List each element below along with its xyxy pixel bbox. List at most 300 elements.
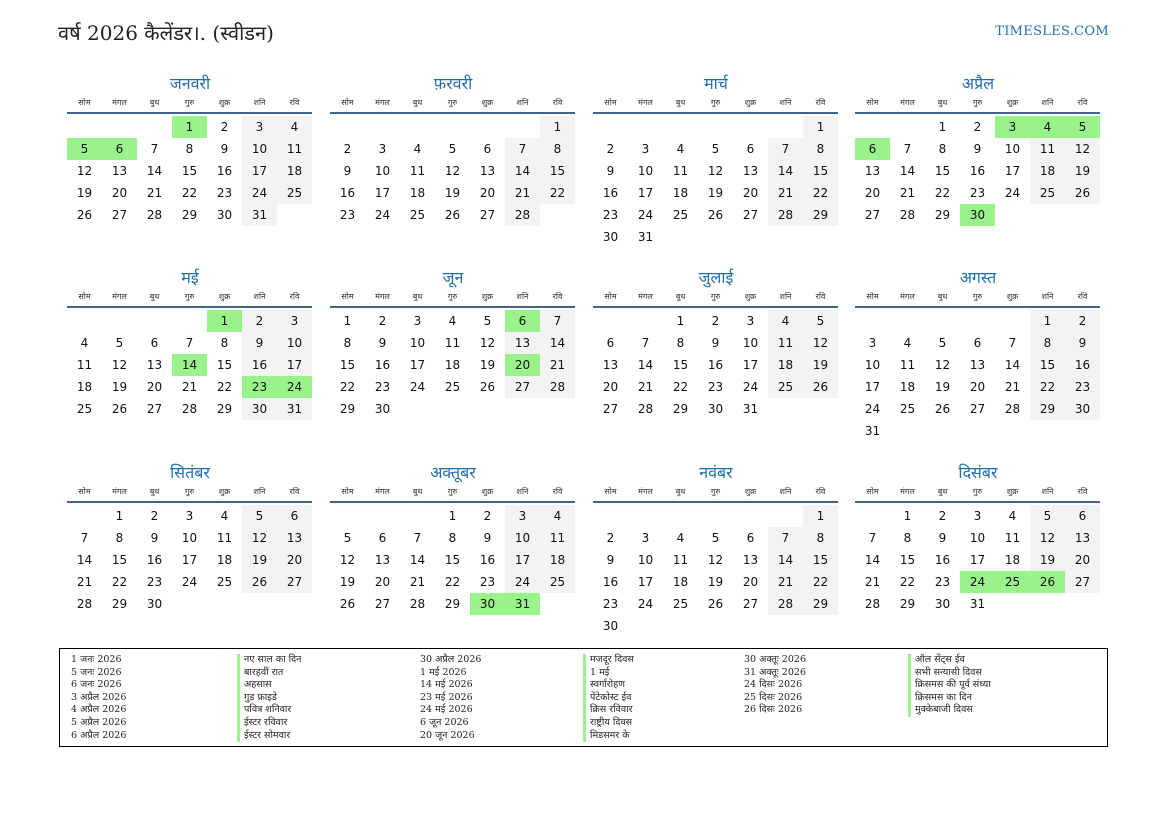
month-name: जनवरी	[169, 74, 211, 93]
weekday-label: मंगल	[375, 487, 390, 496]
empty-cell	[663, 116, 698, 138]
month-name: मई	[181, 268, 199, 287]
day-cell: 2	[242, 310, 277, 332]
weekday-label: बुध	[675, 292, 686, 301]
month-name: जून	[442, 268, 464, 287]
day-cell: 27	[864, 208, 881, 222]
weekday-label: मंगल	[112, 292, 127, 301]
day-cell: 29	[339, 402, 356, 416]
weekday-label: रवि	[1077, 292, 1088, 301]
day-cell: 5	[115, 336, 124, 350]
day-cell: 28	[768, 204, 803, 226]
day-cell: 13	[374, 553, 391, 567]
day-cell: 17	[277, 354, 312, 376]
legend-holiday-name: राष्ट्रीय दिवस	[583, 717, 634, 730]
day-cell: 20	[146, 380, 163, 394]
day-cell: 4	[903, 336, 912, 350]
day-cell: 25	[76, 402, 93, 416]
day-cell: 25	[768, 376, 803, 398]
day-cell: 17	[409, 358, 426, 372]
weekday-label: शुक्र	[481, 98, 494, 107]
legend-date: 30 अप्रैल 2026	[420, 654, 482, 665]
weekday-label: मंगल	[375, 98, 390, 107]
day-cell: 17	[864, 380, 881, 394]
day-cell: 10	[969, 531, 986, 545]
day-cell: 25	[672, 597, 689, 611]
empty-cell	[365, 116, 400, 138]
empty-cell	[628, 505, 663, 527]
day-cell: 10	[864, 358, 881, 372]
weekday-label: सोम	[604, 487, 617, 496]
day-cell: 17	[242, 160, 277, 182]
day-cell: 6	[277, 505, 312, 527]
legend-date: 24 दिसः 2026	[744, 679, 803, 691]
day-cell: 7	[903, 142, 912, 156]
day-cell: 12	[242, 527, 277, 549]
day-cell: 13	[1065, 527, 1100, 549]
day-cell: 25	[1030, 182, 1065, 204]
day-cell: 24	[181, 575, 198, 589]
month-calendar	[593, 266, 839, 420]
day-cell: 15	[803, 549, 838, 571]
day-cell: 18	[444, 358, 461, 372]
weekday-label: गुरु	[710, 98, 721, 107]
day-cell: 11	[444, 336, 461, 350]
day-cell: 27	[602, 402, 619, 416]
header-rule	[330, 306, 575, 308]
weekday-label: गुरु	[184, 98, 195, 107]
legend-holiday-name: ईस्टर रविवार	[237, 717, 301, 730]
empty-cell	[960, 310, 995, 332]
days-grid	[67, 116, 313, 226]
empty-cell	[137, 116, 172, 138]
weekday-label: सोम	[604, 98, 617, 107]
month-calendar	[330, 72, 576, 226]
weekday-label: शुक्र	[744, 487, 757, 496]
day-cell: 10	[374, 164, 391, 178]
day-cell: 8	[903, 531, 912, 545]
day-cell: 26	[803, 376, 838, 398]
day-cell: 27	[111, 208, 128, 222]
holiday-day-cell: 26	[1030, 571, 1065, 593]
day-cell: 17	[637, 186, 654, 200]
day-cell: 1	[1030, 310, 1065, 332]
weekday-label: शनि	[516, 487, 529, 496]
day-cell: 30	[602, 619, 619, 633]
day-cell: 22	[803, 571, 838, 593]
holiday-day-cell: 5	[67, 138, 102, 160]
day-cell: 9	[343, 164, 352, 178]
day-cell: 13	[146, 358, 163, 372]
day-cell: 19	[1065, 160, 1100, 182]
day-cell: 19	[934, 380, 951, 394]
legend-names	[237, 654, 301, 742]
weekday-label: शुक्र	[1006, 98, 1019, 107]
day-cell: 23	[707, 380, 724, 394]
day-cell: 24	[742, 380, 759, 394]
day-cell: 29	[803, 593, 838, 615]
empty-cell	[470, 116, 505, 138]
day-cell: 21	[637, 380, 654, 394]
day-cell: 20	[602, 380, 619, 394]
day-cell: 24	[242, 182, 277, 204]
holiday-day-cell: 25	[995, 571, 1030, 593]
day-cell: 30	[602, 230, 619, 244]
day-cell: 6	[746, 142, 755, 156]
holiday-day-cell: 24	[960, 571, 995, 593]
legend-holiday-name: अहसास	[237, 679, 301, 692]
day-cell: 11	[409, 164, 426, 178]
day-cell: 28	[146, 208, 163, 222]
day-cell: 29	[934, 208, 951, 222]
day-cell: 2	[711, 314, 720, 328]
legend-dates	[71, 654, 126, 742]
day-cell: 12	[111, 358, 128, 372]
day-cell: 15	[111, 553, 128, 567]
weekday-label: शुक्र	[744, 292, 757, 301]
weekday-label: रवि	[815, 98, 826, 107]
weekday-header	[593, 96, 839, 110]
day-cell: 7	[185, 336, 194, 350]
empty-cell	[628, 116, 663, 138]
day-cell: 14	[505, 160, 540, 182]
legend-date: 14 मई 2026	[420, 679, 473, 691]
day-cell: 2	[150, 509, 159, 523]
day-cell: 11	[540, 527, 575, 549]
day-cell: 14	[768, 549, 803, 571]
day-cell: 10	[409, 336, 426, 350]
empty-cell	[365, 505, 400, 527]
weekday-header	[67, 96, 313, 110]
empty-cell	[67, 116, 102, 138]
days-grid	[855, 310, 1101, 442]
day-cell: 25	[409, 208, 426, 222]
day-cell: 17	[374, 186, 391, 200]
legend-holiday-name: क्रिसमस की पूर्व संध्या	[908, 679, 991, 692]
empty-cell	[435, 116, 470, 138]
header-rule	[855, 306, 1100, 308]
holiday-day-cell: 6	[855, 138, 890, 160]
day-cell: 3	[868, 336, 877, 350]
day-cell: 7	[768, 527, 803, 549]
day-cell: 8	[448, 531, 457, 545]
day-cell: 13	[277, 527, 312, 549]
legend-holiday-name: बारहवीं रात	[237, 667, 301, 680]
day-cell: 8	[803, 138, 838, 160]
days-grid	[330, 310, 576, 420]
day-cell: 14	[540, 332, 575, 354]
day-cell: 19	[803, 354, 838, 376]
day-cell: 12	[339, 553, 356, 567]
day-cell: 26	[934, 402, 951, 416]
day-cell: 9	[973, 142, 982, 156]
day-cell: 8	[540, 138, 575, 160]
legend-date: 3 अप्रैल 2026	[71, 691, 127, 703]
empty-cell	[172, 310, 207, 332]
legend-date: 4 अप्रैल 2026	[71, 704, 127, 716]
calendar-grid	[67, 72, 1102, 642]
day-cell: 10	[242, 138, 277, 160]
day-cell: 1	[676, 314, 685, 328]
day-cell: 20	[864, 186, 881, 200]
weekday-header	[593, 485, 839, 499]
day-cell: 25	[540, 571, 575, 593]
day-cell: 2	[1065, 310, 1100, 332]
day-cell: 19	[111, 380, 128, 394]
day-cell: 22	[803, 182, 838, 204]
legend-date: 30 अक्तूः 2026	[744, 654, 806, 665]
weekday-label: मंगल	[638, 292, 653, 301]
day-cell: 26	[444, 208, 461, 222]
weekday-label: मंगल	[638, 487, 653, 496]
site-link[interactable]: TIMESLES.COM	[995, 24, 1109, 39]
weekday-label: शनि	[779, 98, 792, 107]
day-cell: 11	[277, 138, 312, 160]
day-cell: 27	[742, 597, 759, 611]
weekday-header	[855, 96, 1101, 110]
weekday-label: बुध	[675, 98, 686, 107]
day-cell: 3	[973, 509, 982, 523]
day-cell: 19	[707, 575, 724, 589]
day-cell: 18	[899, 380, 916, 394]
days-grid	[855, 505, 1101, 615]
day-cell: 20	[111, 186, 128, 200]
day-cell: 8	[676, 336, 685, 350]
day-cell: 11	[1030, 138, 1065, 160]
weekday-label: शुक्र	[218, 292, 231, 301]
day-cell: 29	[181, 208, 198, 222]
day-cell: 7	[768, 138, 803, 160]
day-cell: 28	[899, 208, 916, 222]
day-cell: 25	[444, 380, 461, 394]
day-cell: 5	[938, 336, 947, 350]
weekday-label: बुध	[675, 487, 686, 496]
legend-holiday-name: ईस्टर सोमवार	[237, 730, 301, 743]
day-cell: 23	[339, 208, 356, 222]
day-cell: 18	[1004, 553, 1021, 567]
days-grid	[330, 505, 576, 615]
day-cell: 27	[1065, 571, 1100, 593]
day-cell: 13	[505, 332, 540, 354]
month-calendar	[330, 266, 576, 420]
day-cell: 12	[934, 358, 951, 372]
day-cell: 7	[540, 310, 575, 332]
day-cell: 29	[216, 402, 233, 416]
weekday-header	[67, 290, 313, 304]
weekday-label: गुरु	[447, 487, 458, 496]
day-cell: 2	[220, 120, 229, 134]
day-cell: 10	[1004, 142, 1021, 156]
weekday-label: बुध	[149, 292, 160, 301]
month-name: दिसंबर	[958, 463, 998, 482]
day-cell: 18	[672, 575, 689, 589]
holiday-day-cell: 30	[960, 204, 995, 226]
legend-holiday-name: स्वर्गारोहण	[583, 679, 634, 692]
day-cell: 7	[1008, 336, 1017, 350]
day-cell: 28	[409, 597, 426, 611]
legend-dates	[744, 654, 806, 717]
day-cell: 9	[711, 336, 720, 350]
day-cell: 13	[111, 164, 128, 178]
day-cell: 31	[742, 402, 759, 416]
day-cell: 22	[899, 575, 916, 589]
day-cell: 7	[80, 531, 89, 545]
legend-date: 20 जून 2026	[420, 729, 475, 741]
day-cell: 5	[803, 310, 838, 332]
day-cell: 1	[115, 509, 124, 523]
day-cell: 4	[220, 509, 229, 523]
legend-names	[583, 654, 634, 742]
day-cell: 9	[606, 553, 615, 567]
day-cell: 7	[413, 531, 422, 545]
days-grid	[593, 310, 839, 420]
legend-holiday-name: गुड फ्राइडे	[237, 692, 301, 705]
day-cell: 17	[742, 358, 759, 372]
day-cell: 3	[505, 505, 540, 527]
day-cell: 20	[1065, 549, 1100, 571]
weekday-label: गुरु	[447, 292, 458, 301]
weekday-label: शुक्र	[481, 292, 494, 301]
weekday-label: रवि	[289, 487, 300, 496]
day-cell: 29	[444, 597, 461, 611]
day-cell: 15	[540, 160, 575, 182]
weekday-label: रवि	[1077, 98, 1088, 107]
holiday-day-cell: 6	[505, 310, 540, 332]
day-cell: 30	[146, 597, 163, 611]
empty-cell	[505, 116, 540, 138]
weekday-label: सोम	[341, 98, 354, 107]
month-name: अप्रैल	[961, 74, 995, 93]
day-cell: 19	[1030, 549, 1065, 571]
empty-cell	[855, 116, 890, 138]
day-cell: 2	[343, 142, 352, 156]
legend-date: 6 जून 2026	[420, 716, 469, 728]
day-cell: 15	[672, 358, 689, 372]
day-cell: 4	[80, 336, 89, 350]
day-cell: 13	[602, 358, 619, 372]
empty-cell	[698, 116, 733, 138]
day-cell: 15	[181, 164, 198, 178]
empty-cell	[698, 505, 733, 527]
empty-cell	[67, 505, 102, 527]
day-cell: 24	[864, 402, 881, 416]
weekday-label: शनि	[253, 487, 266, 496]
day-cell: 1	[448, 509, 457, 523]
weekday-label: शुक्र	[218, 487, 231, 496]
month-calendar	[67, 72, 313, 226]
empty-cell	[768, 116, 803, 138]
month-calendar	[855, 266, 1101, 442]
day-cell: 22	[339, 380, 356, 394]
day-cell: 8	[220, 336, 229, 350]
day-cell: 7	[868, 531, 877, 545]
header-rule	[67, 112, 312, 114]
day-cell: 25	[899, 402, 916, 416]
holiday-day-cell: 3	[995, 116, 1030, 138]
empty-cell	[890, 310, 925, 332]
day-cell: 20	[277, 549, 312, 571]
day-cell: 31	[277, 398, 312, 420]
day-cell: 26	[339, 597, 356, 611]
legend-holiday-name: सभी सन्यासी दिवस	[908, 667, 991, 680]
day-cell: 14	[146, 164, 163, 178]
day-cell: 6	[606, 336, 615, 350]
days-grid	[67, 505, 313, 615]
weekday-header	[330, 485, 576, 499]
empty-cell	[733, 116, 768, 138]
day-cell: 27	[505, 376, 540, 398]
day-cell: 10	[181, 531, 198, 545]
day-cell: 6	[150, 336, 159, 350]
day-cell: 15	[216, 358, 233, 372]
weekday-label: शुक्र	[744, 98, 757, 107]
weekday-label: शनि	[1041, 98, 1054, 107]
day-cell: 19	[707, 186, 724, 200]
weekday-label: बुध	[149, 98, 160, 107]
day-cell: 30	[374, 402, 391, 416]
day-cell: 11	[76, 358, 93, 372]
empty-cell	[890, 116, 925, 138]
day-cell: 6	[378, 531, 387, 545]
day-cell: 19	[242, 549, 277, 571]
day-cell: 2	[938, 509, 947, 523]
day-cell: 8	[185, 142, 194, 156]
day-cell: 29	[111, 597, 128, 611]
day-cell: 28	[768, 593, 803, 615]
holiday-day-cell: 23	[242, 376, 277, 398]
weekday-label: रवि	[289, 98, 300, 107]
day-cell: 18	[277, 160, 312, 182]
day-cell: 23	[969, 186, 986, 200]
day-cell: 27	[969, 402, 986, 416]
weekday-label: शनि	[1041, 292, 1054, 301]
day-cell: 25	[216, 575, 233, 589]
day-cell: 1	[803, 505, 838, 527]
day-cell: 17	[505, 549, 540, 571]
weekday-label: रवि	[815, 292, 826, 301]
day-cell: 23	[1065, 376, 1100, 398]
weekday-label: गुरु	[972, 98, 983, 107]
weekday-label: शनि	[1041, 487, 1054, 496]
day-cell: 17	[637, 575, 654, 589]
legend-date: 1 जनः 2026	[71, 654, 122, 665]
day-cell: 21	[409, 575, 426, 589]
day-cell: 9	[150, 531, 159, 545]
day-cell: 31	[864, 424, 881, 438]
weekday-label: बुध	[937, 98, 948, 107]
day-cell: 18	[216, 553, 233, 567]
day-cell: 14	[409, 553, 426, 567]
legend-holiday-name: पवित्र शनिवार	[237, 704, 301, 717]
day-cell: 23	[479, 575, 496, 589]
holiday-day-cell: 31	[505, 593, 540, 615]
day-cell: 8	[343, 336, 352, 350]
empty-cell	[400, 505, 435, 527]
day-cell: 8	[1030, 332, 1065, 354]
weekday-label: सोम	[604, 292, 617, 301]
weekday-label: रवि	[815, 487, 826, 496]
day-cell: 31	[969, 597, 986, 611]
day-cell: 26	[242, 571, 277, 593]
day-cell: 2	[973, 120, 982, 134]
days-grid	[330, 116, 576, 226]
day-cell: 22	[1030, 376, 1065, 398]
day-cell: 16	[1065, 354, 1100, 376]
month-name: अगस्त	[959, 268, 997, 287]
day-cell: 10	[742, 336, 759, 350]
day-cell: 5	[242, 505, 277, 527]
day-cell: 9	[378, 336, 387, 350]
